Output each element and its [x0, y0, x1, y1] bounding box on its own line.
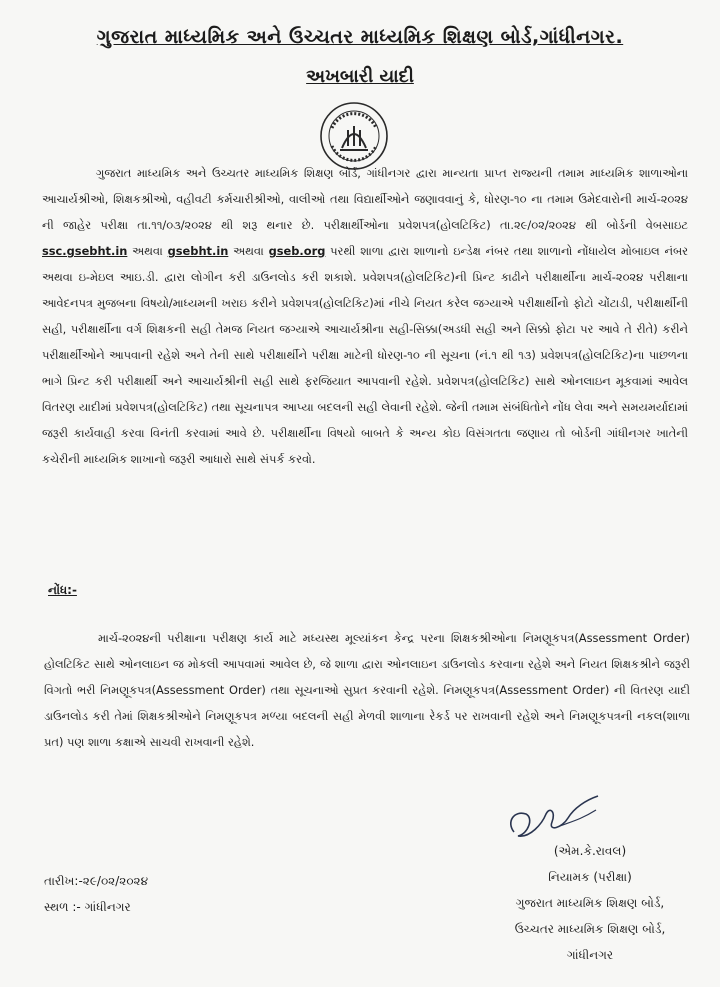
- website-link-ssc[interactable]: ssc.gsebht.in: [42, 244, 128, 258]
- paragraph-text: ગુજરાત માધ્યમિક અને ઉચ્ચતર માધ્યમિક શિક્ષણ બોર્ડ, ગાંધીનગર દ્વારા માન્યતા પ્રાપ્ત રાજ્યની તમામ માધ્યમિક શાળાઓના આચાર્યશ્રીઓ, શિક્ષકશ્રીઓ, વહીવટી કર્મચારીશ્રીઓ, વાલીઓ તથા વિદ્યાર્થીઓને જણાવવાનું કે, ધોરણ-૧૦ ના તમામ ઉમેદવારોની માર્ચ-૨૦૨૪ ની જાહેર પરીક્ષા તા.૧૧/૦૩/૨૦૨૪ થી શરૂ થનાર છે. પરીક્ષાર્થીઓના પ્રવેશપત્ર(હોલટિકિટ) તા.૨૯/૦૨/૨૦૨૪ થી બોર્ડની વેબસાઇટ: [42, 166, 688, 232]
- issue-place: સ્થળ :- ગાંધીનગર: [44, 900, 131, 914]
- paragraph-text: અથવા: [127, 244, 168, 258]
- issue-date: તારીખ:-૨૯/૦૨/૨૦૨૪: [44, 874, 149, 888]
- press-release-heading: અખબારી યાદી: [306, 66, 414, 87]
- signatory-org-line1: ગુજરાત માધ્યમિક શિક્ષણ બોર્ડ,: [515, 896, 665, 910]
- signatory-city: ગાંધીનગર: [566, 948, 614, 962]
- paragraph-text: પરથી શાળા દ્વારા શાળાનો ઇન્ડેક્ષ નંબર તથા શાળાનો નોંધાયેલ મોબાઇલ નંબર અથવા ઇ-મેઇલ આઇ.ડી. દ્વારા લોગીન કરી ડાઉનલોડ કરી શકાશે. પ્રવેશપત્ર(હોલટિકિટ)ની પ્રિન્ટ કાઢીને પરીક્ષાર્થીના માર્ચ-૨૦૨૪ પરીક્ષાના આવેદનપત્ર મુજબના વિષયો/માધ્યમની ખરાઇ કરીને પ્રવેશપત્ર(હોલટિકિટ)માં નીચે નિયત કરેલ જગ્યાએ પરીક્ષાર્થીનો ફોટો ચોંટાડી, પરીક્ષાર્થીની સહી, પરીક્ષાર્થીના વર્ગ શિક્ષકની સહી તેમજ નિયત જગ્યાએ આચાર્યશ્રીના સહી-સિક્કા(અડધી સહી અને સિક્કો ફોટા પર આવે તે રીતે) કરીને પરીક્ષાર્થીઓને આપવાની રહેશે અને તેની સાથે પરીક્ષાર્થીને પરીક્ષા માટેની ધોરણ-૧૦ ની સૂચના (નં.૧ થી ૧૩) પ્રવેશપત્ર(હોલટિકિટ)ના પાછળના ભાગે પ્રિન્ટ કરી પરીક્ષાર્થી અને આચાર્યશ્રીની સહી સાથે ફરજિયાત આપવાની રહેશે. પ્રવેશપત્ર(હોલટિકિટ) સાથે ઓનલાઇન મૂકવામાં આવેલ વિતરણ યાદીમાં પ્રવેશપત્ર(હોલટિકિટ) તથા સૂચનાપત્ર આપ્યા બદલની સહી લેવાની રહેશે. જેની તમામ સંબંધિતોને નોંધ લેવા અને સમયમર્યાદામાં જરૂરી કાર્યવાહી કરવા વિનંતી કરવામાં આવે છે. પરીક્ષાર્થીના વિષયો બાબતે કે અન્ય કોઇ વિસંગતતા જણાય તો બોર્ડની ગાંધીનગર ખાતેની કચેરીની માધ્યમિક શાખાનો જરૂરી આધારો સાથે સંપર્ક કરવો.: [42, 244, 688, 466]
- main-paragraph: [42, 160, 688, 560]
- note-label: નોંધ:-: [48, 583, 77, 597]
- website-link-gsebht[interactable]: gsebht.in: [167, 244, 229, 258]
- signatory-org-line2: ઉચ્ચતર માધ્યમિક શિક્ષણ બોર્ડ,: [514, 922, 666, 936]
- board-title: ગુજરાત માધ્યમિક અને ઉચ્ચતર માધ્યમિક શિક્ષણ બોર્ડ,ગાંધીનગર.: [96, 26, 624, 48]
- signatory-name: (એમ.કે.રાવલ): [553, 844, 627, 858]
- date-place-block: [44, 868, 148, 920]
- signatory-block: [470, 838, 710, 968]
- signatory-designation: નિયામક (પરીક્ષા): [548, 870, 632, 884]
- paragraph-text: અથવા: [228, 244, 269, 258]
- website-link-gseb[interactable]: gseb.org: [268, 244, 326, 258]
- note-paragraph: માર્ચ-૨૦૨૪ની પરીક્ષાના પરીક્ષણ કાર્ય માટે મધ્યસ્થ મૂલ્યાંકન કેન્દ્ર પરના શિક્ષકશ્રીઓના નિમણૂકપત્ર(Assessment Order) હોલટિકિટ સાથે ઓનલાઇન જ મોકલી આપવામાં આવેલ છે, જે શાળા દ્વારા ઓનલાઇન ડાઉનલોડ કરવાના રહેશે અને નિયત શિક્ષકશ્રીને જરૂરી વિગતો ભરી નિમણૂકપત્ર(Assessment Order) તથા સૂચનાઓ સુપ્રત કરવાની રહેશે. નિમણૂકપત્ર(Assessment Order) ની વિતરણ યાદી ડાઉનલોડ કરી તેમાં શિક્ષકશ્રીઓને નિમણૂકપત્ર મળ્યા બદલની સહી મેળવી શાળાના રેકર્ડ પર રાખવાની રહેશે અને નિમણૂકપત્રની નકલ(શાળા પ્રત) પણ શાળા કક્ષાએ સાચવી રાખવાની રહેશે.: [44, 631, 690, 749]
